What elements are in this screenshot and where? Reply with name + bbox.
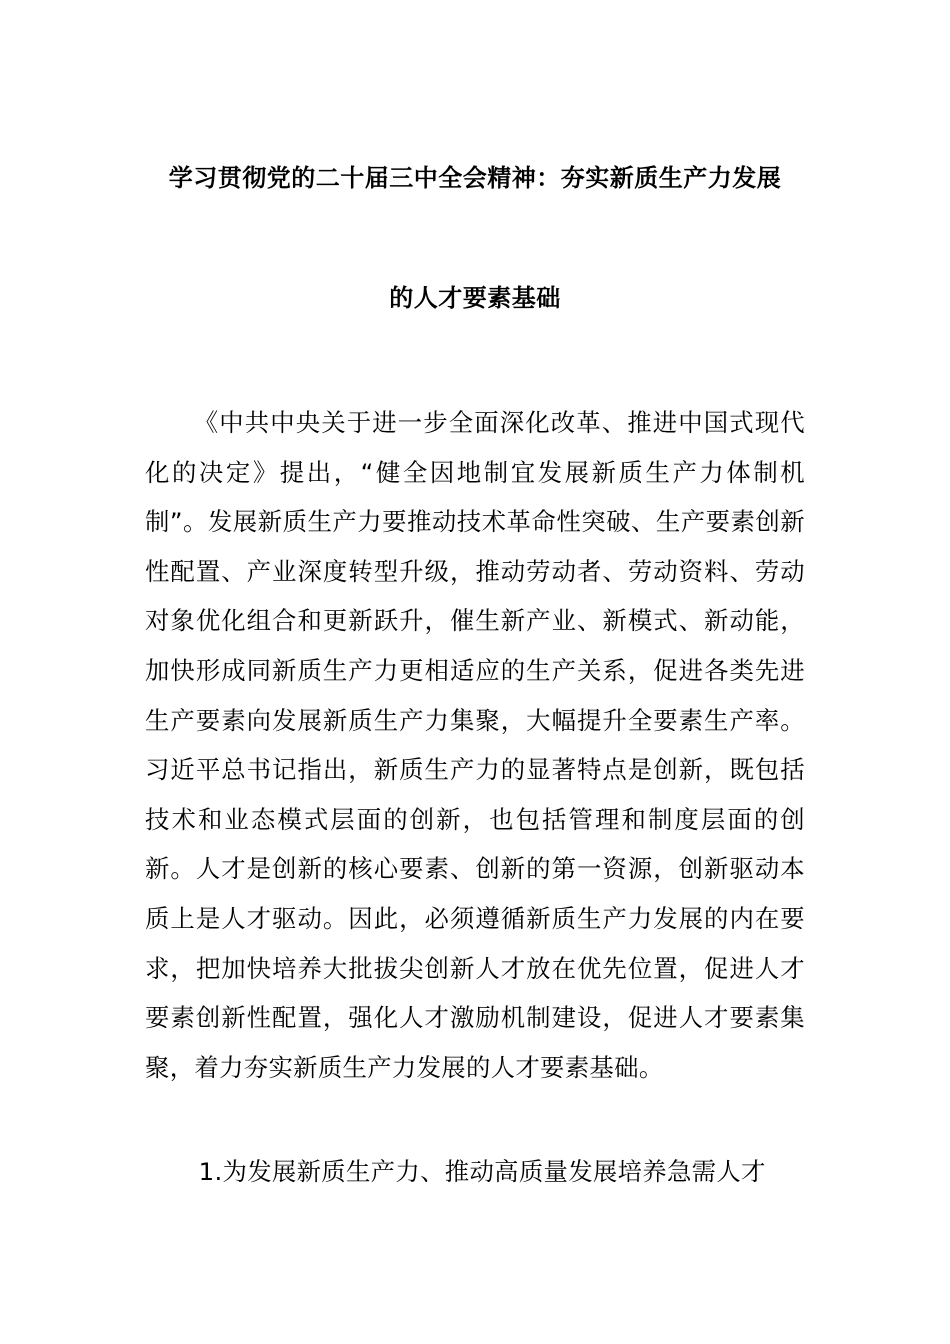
body-paragraph-1: 《中共中央关于进一步全面深化改革、推进中国式现代化的决定》提出，“健全因地制宜发展新质生产力体制机制”。发展新质生产力要推动技术革命性突破、生产要素创新性配置、产业深度转型升级，推动劳动者、劳动资料、劳动对象优化组合和更新跃升，催生新产业、新模式、新动能，加快形成同新质生产力更相适应的生产关系，促进各类先进生产要素向发展新质生产力集聚，大幅提升全要素生产率。习近平总书记指出，新质生产力的显著特点是创新，既包括技术和业态模式层面的创新，也包括管理和制度层面的创新。人才是创新的核心要素、创新的第一资源，创新驱动本质上是人才驱动。因此，必须遵循新质生产力发展的内在要求，把加快培养大批拔尖创新人才放在优先位置，促进人才要素创新性配置，强化人才激励机制建设，促进人才要素集聚，着力夯实新质生产力发展的人才要素基础。	[145, 408, 805, 1082]
document-title-line-2: 的人才要素基础	[389, 284, 561, 312]
section-heading-1: 1.为发展新质生产力、推动高质量发展培养急需人才	[198, 1157, 766, 1186]
document-title-line-1: 学习贯彻党的二十届三中全会精神：夯实新质生产力发展	[168, 164, 782, 192]
